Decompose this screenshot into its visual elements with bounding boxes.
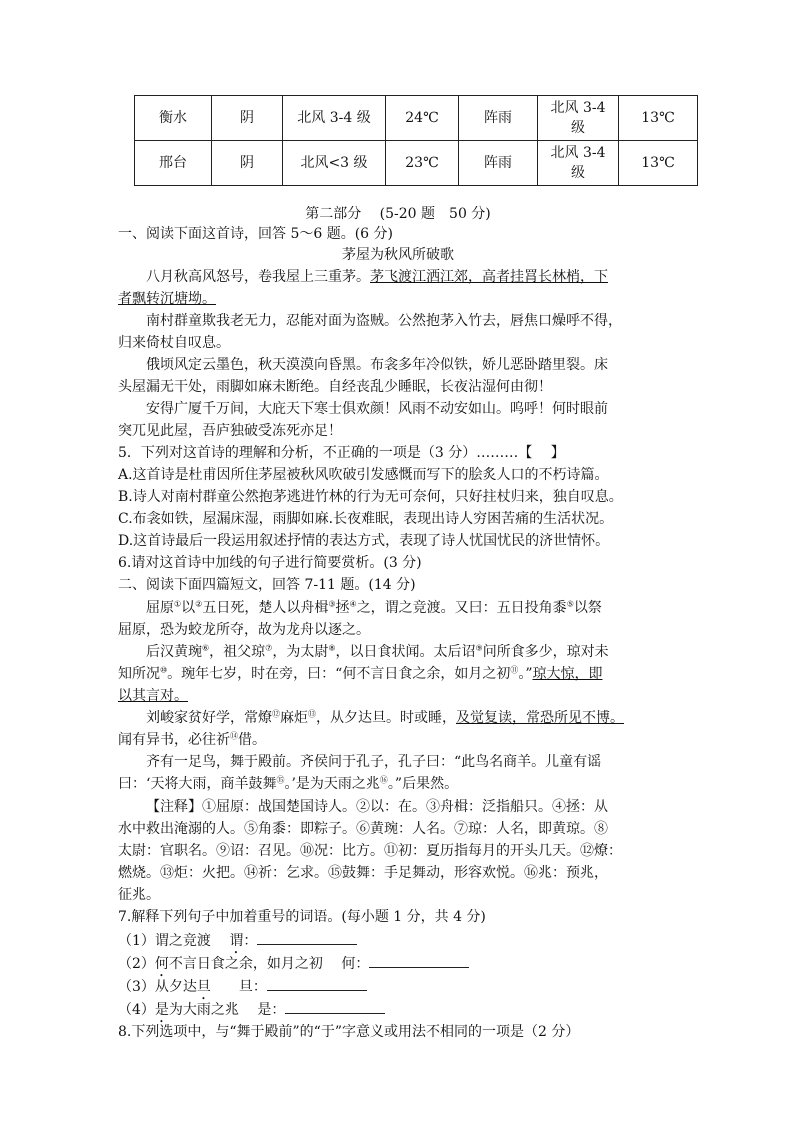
note-mark: ⑪	[510, 665, 519, 675]
table-cell: 阵雨	[459, 141, 538, 186]
story-line	[118, 774, 678, 794]
story-text: 以祭	[573, 600, 602, 616]
emphasized-word: 何	[154, 956, 169, 972]
table-row	[135, 141, 698, 186]
answer-blank[interactable]	[285, 999, 385, 1014]
option-b: B.诗人对南村群童公然抱茅逃进竹林的行为无可奈何，只好拄杖归来，独自叹息。	[118, 489, 623, 505]
story-line: 齐有一足鸟，舞于殿前。齐侯问于孔子，孔子曰：“此鸟名商羊。儿童有谣	[146, 754, 602, 770]
story-text: ，为太尉	[272, 644, 329, 660]
note-mark: ⑥	[202, 643, 210, 653]
underlined-text: 以其言对。	[118, 688, 188, 704]
answer-blank[interactable]	[267, 976, 367, 991]
poem-line: 突兀见此屋，吾庐独破受冻死亦足！	[118, 423, 342, 439]
poem-title: 茅屋为秋风所破歌	[342, 247, 454, 263]
notes-line: 征兆。	[118, 887, 160, 903]
story-text: 。”后果然。	[387, 776, 459, 792]
table-cell: 北风 3-4 级	[538, 141, 619, 186]
poem-line	[118, 267, 706, 287]
story-line: 屈原，恐为蛟龙所夺，故为龙舟以逐之。	[118, 622, 370, 638]
story-line	[118, 664, 678, 684]
table-cell: 13℃	[619, 96, 698, 141]
notes-line: 【注释】①屈原：战国楚国诗人。②以：在。③舟楫：泛指船只。④拯：从	[146, 799, 608, 815]
q7-text: （2）	[118, 956, 155, 972]
part2-heading: 二、阅读下面四篇短文，回答 7-11 题。(14 分)	[118, 577, 416, 593]
q7-text: 不言日食之余，如月之初 何：	[168, 956, 370, 972]
underlined-text: 琼大惊，即	[532, 666, 603, 682]
q7-text: ：	[243, 933, 258, 949]
part1-heading: 一、阅读下面这首诗，回答 5～6 题。(6 分)	[118, 226, 393, 242]
story-text: 。’是为天雨之兆	[284, 776, 380, 792]
story-text: 。琬年七岁，时在旁，曰：“何不言日食之余，如月之初	[167, 666, 511, 682]
poem-line: 头屋漏无干处，雨脚如麻未断绝。自经丧乱少睡眠，长夜沾湿何由彻！	[118, 379, 552, 395]
emphasized-word: 谓	[229, 933, 244, 949]
question-5: 5．下列对这首诗的理解和分析，不正确的一项是（3 分）………【 】	[118, 445, 565, 461]
story-text: 屈原	[146, 600, 174, 616]
poem-line: 俄顷风定云墨色，秋天漠漠向昏黑。布衾多年冷似铁，娇儿恶卧踏里裂。床	[146, 357, 608, 373]
note-mark: ③	[328, 599, 336, 609]
option-a: A.这首诗是杜甫因所住茅屋被秋风吹破引发感慨而写下的脍炙人口的不朽诗篇。	[118, 467, 609, 483]
notes-line: 水中救出淹溺的人。⑤角黍：即粽子。⑥黄琬：人名。⑦琼：人名，即黄琼。⑧	[118, 821, 608, 837]
note-mark: ⑭	[230, 731, 238, 741]
story-text: 五日死，楚人以舟楫	[202, 600, 329, 616]
note-mark: ⑬	[308, 709, 316, 719]
answer-blank[interactable]	[369, 953, 469, 968]
q7-text: （3）从夕达	[118, 979, 197, 995]
poem-line: 归来倚杖自叹息。	[118, 335, 230, 351]
story-text: ，以日食状闻。太后诏	[335, 644, 476, 660]
note-mark: ⑩	[160, 665, 168, 675]
note-mark: ⑫	[272, 709, 280, 719]
story-text: 以	[181, 600, 196, 616]
note-mark: ①	[174, 599, 182, 609]
table-cell: 北风<3 级	[283, 141, 386, 186]
answer-blank[interactable]	[257, 930, 357, 945]
option-c: C.布衾如铁，屋漏床湿，雨脚如麻.长夜难眠，表现出诗人穷困苦痛的生活状况。	[118, 511, 614, 527]
question-6: 6.请对这首诗中加线的句子进行简要赏析。(3 分)	[118, 555, 422, 571]
story-text: 拯	[335, 600, 350, 616]
story-text: 后汉黄琬	[146, 644, 202, 660]
question-8: 8.下列选项中，与“舞于殿前”的“于”字意义或用法不相同的一项是（2 分）	[118, 1024, 580, 1040]
story-text: 刘峻家贫好学，常燎	[146, 710, 272, 726]
story-line	[118, 642, 706, 662]
story-text: ，祖父琼	[209, 644, 266, 660]
story-line	[118, 598, 706, 618]
table-cell: 13℃	[619, 141, 698, 186]
table-cell: 23℃	[386, 141, 459, 186]
note-mark: ⑧	[328, 643, 336, 653]
table-cell: 阴	[212, 96, 283, 141]
note-mark: ④	[349, 599, 357, 609]
q7-text: （4）	[118, 1002, 155, 1018]
story-text: 。”	[518, 666, 533, 682]
story-line	[118, 708, 706, 728]
story-text: 闻有异书，必往祈	[118, 732, 230, 748]
table-cell: 24℃	[386, 96, 459, 141]
note-mark: ⑨	[475, 643, 483, 653]
story-line	[118, 730, 678, 750]
weather-table	[134, 95, 698, 186]
table-cell: 北风 3-4 级	[538, 96, 619, 141]
underlined-text: 及觉复读，常恐所见不博。	[456, 710, 624, 726]
story-text: 麻炬	[280, 710, 308, 726]
q7-text: 旦：	[210, 979, 267, 995]
table-cell: 北风 3-4 级	[283, 96, 386, 141]
underlined-text: 茅飞渡江洒江郊，高者挂罥长林梢，下	[370, 269, 608, 285]
notes-line: 燃烧。⑬炬：火把。⑭祈：乞求。⑮鼓舞：手足舞动，形容欢悦。⑯兆：预兆，	[118, 865, 608, 881]
option-d: D.这首诗最后一段运用叙述抒情的表达方式，表现了诗人忧国忧民的济世情怀。	[118, 533, 610, 549]
q7-text: 为大雨之兆 是：	[168, 1002, 286, 1018]
poem-line	[118, 289, 678, 309]
emphasized-word: 是	[154, 1002, 169, 1018]
table-cell: 邢台	[135, 141, 212, 186]
notes-line: 太尉：官职名。⑨诏：召见。⑩况：比方。⑪初：夏历指每月的开头几天。⑫燎：	[118, 843, 622, 859]
story-text: 问所食多少，琼对未	[482, 644, 609, 660]
q7-text: （1）谓之竞渡	[118, 933, 230, 949]
poem-line: 安得广厦千万间，大庇天下寒士俱欢颜！风雨不动安如山。呜呼！何时眼前	[146, 401, 608, 417]
section-title: 第二部分 (5-20 题 50 分)	[305, 206, 491, 222]
story-text: 曰：‘天将大雨，商羊鼓舞	[118, 776, 277, 792]
note-mark: ⑯	[379, 775, 388, 785]
table-cell: 阵雨	[459, 96, 538, 141]
note-mark: ⑦	[265, 643, 273, 653]
table-cell: 阴	[212, 141, 283, 186]
poem-text: 八月秋高风怒号，卷我屋上三重茅。	[146, 269, 370, 285]
note-mark: ⑤	[566, 599, 574, 609]
story-text: 之，谓之竞渡。又曰：五日投角黍	[356, 600, 567, 616]
emphasized-word: 旦	[196, 979, 211, 995]
question-7: 7.解释下列句子中加着重号的词语。(每小题 1 分，共 4 分)	[118, 909, 486, 925]
note-mark: ②	[195, 599, 203, 609]
table-row	[135, 96, 698, 141]
table-cell: 衡水	[135, 96, 212, 141]
poem-line: 南村群童欺我老无力，忍能对面为盗贼。公然抱茅入竹去，唇焦口燥呼不得，	[146, 313, 622, 329]
story-text: ，从夕达旦。时或睡，	[316, 710, 456, 726]
story-text: 知所况	[118, 666, 160, 682]
underlined-text: 者飘转沉塘坳。	[118, 291, 216, 307]
note-mark: ⑮	[276, 775, 285, 785]
story-line	[118, 686, 678, 706]
story-text: 借。	[238, 732, 266, 748]
